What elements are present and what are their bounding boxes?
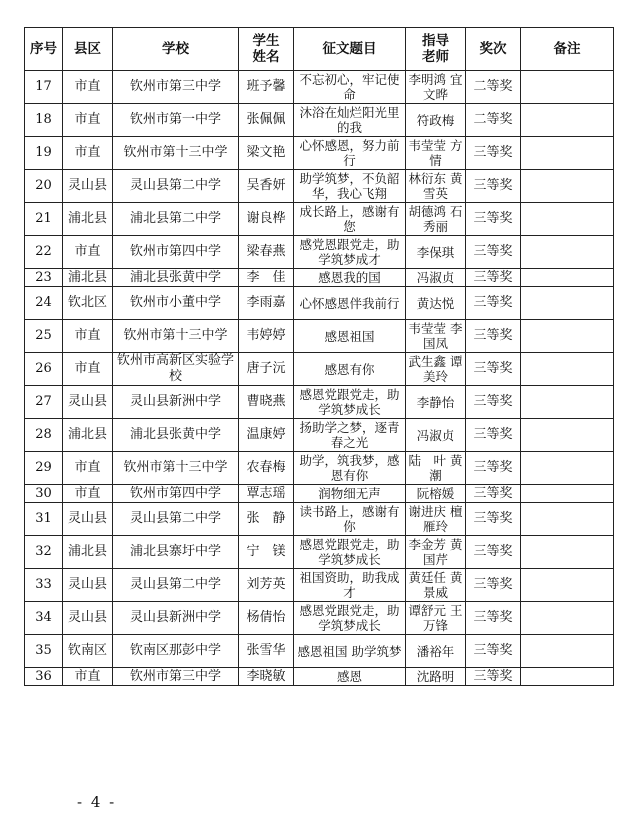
cell-award: 三等奖 bbox=[466, 602, 521, 635]
cell-title: 感恩党跟党走，助学筑梦成长 bbox=[294, 386, 406, 419]
cell-remark bbox=[521, 287, 614, 320]
cell-no: 33 bbox=[25, 569, 63, 602]
cell-title: 成长路上，感谢有您 bbox=[294, 203, 406, 236]
cell-school: 灵山县新洲中学 bbox=[113, 386, 239, 419]
cell-remark bbox=[521, 71, 614, 104]
cell-no: 21 bbox=[25, 203, 63, 236]
table-row bbox=[25, 503, 614, 536]
cell-county: 浦北县 bbox=[63, 203, 113, 236]
cell-student: 吴香妍 bbox=[239, 170, 294, 203]
cell-school: 钦州市第十三中学 bbox=[113, 452, 239, 485]
cell-student: 温康婷 bbox=[239, 419, 294, 452]
cell-county: 市直 bbox=[63, 668, 113, 686]
cell-remark bbox=[521, 419, 614, 452]
cell-school: 钦州市第四中学 bbox=[113, 485, 239, 503]
cell-student: 张雪华 bbox=[239, 635, 294, 668]
cell-no: 26 bbox=[25, 353, 63, 386]
table-row bbox=[25, 71, 614, 104]
cell-title: 感恩有你 bbox=[294, 353, 406, 386]
cell-title: 心怀感恩伴我前行 bbox=[294, 287, 406, 320]
cell-title: 扬助学之梦，逐青春之光 bbox=[294, 419, 406, 452]
cell-teacher: 韦莹莹 李国凤 bbox=[406, 320, 466, 353]
cell-student: 唐子沅 bbox=[239, 353, 294, 386]
cell-county: 市直 bbox=[63, 236, 113, 269]
cell-school: 钦州市第三中学 bbox=[113, 668, 239, 686]
cell-student: 李 佳 bbox=[239, 269, 294, 287]
cell-award: 三等奖 bbox=[466, 536, 521, 569]
header-no: 序号 bbox=[25, 28, 63, 71]
cell-title: 润物细无声 bbox=[294, 485, 406, 503]
cell-student: 杨倩怡 bbox=[239, 602, 294, 635]
cell-award: 三等奖 bbox=[466, 203, 521, 236]
cell-remark bbox=[521, 452, 614, 485]
cell-teacher: 黄廷任 黄景威 bbox=[406, 569, 466, 602]
cell-no: 31 bbox=[25, 503, 63, 536]
cell-student: 宁 镁 bbox=[239, 536, 294, 569]
cell-teacher: 黄达悦 bbox=[406, 287, 466, 320]
cell-title: 助学筑梦，不负韶华，我心飞翔 bbox=[294, 170, 406, 203]
cell-remark bbox=[521, 236, 614, 269]
cell-award: 三等奖 bbox=[466, 287, 521, 320]
cell-title: 感恩党跟党走，助学筑梦成长 bbox=[294, 602, 406, 635]
cell-student: 李晓敏 bbox=[239, 668, 294, 686]
header-student-line2: 姓名 bbox=[252, 49, 280, 65]
cell-teacher: 谭舒元 王万锋 bbox=[406, 602, 466, 635]
cell-student: 农春梅 bbox=[239, 452, 294, 485]
cell-award: 二等奖 bbox=[466, 104, 521, 137]
cell-teacher: 沈路明 bbox=[406, 668, 466, 686]
cell-school: 钦南区那彭中学 bbox=[113, 635, 239, 668]
cell-student: 张 静 bbox=[239, 503, 294, 536]
header-student bbox=[239, 28, 294, 71]
cell-remark bbox=[521, 536, 614, 569]
cell-county: 市直 bbox=[63, 137, 113, 170]
table-row bbox=[25, 485, 614, 503]
cell-school: 浦北县张黄中学 bbox=[113, 269, 239, 287]
cell-award: 三等奖 bbox=[466, 269, 521, 287]
cell-county: 浦北县 bbox=[63, 536, 113, 569]
cell-school: 浦北县第二中学 bbox=[113, 203, 239, 236]
cell-school: 钦州市第十三中学 bbox=[113, 320, 239, 353]
cell-teacher: 武生鑫 谭美玲 bbox=[406, 353, 466, 386]
cell-teacher: 冯淑贞 bbox=[406, 269, 466, 287]
cell-no: 25 bbox=[25, 320, 63, 353]
cell-no: 30 bbox=[25, 485, 63, 503]
cell-student: 刘芳英 bbox=[239, 569, 294, 602]
cell-remark bbox=[521, 485, 614, 503]
cell-no: 32 bbox=[25, 536, 63, 569]
table-row bbox=[25, 353, 614, 386]
table-row bbox=[25, 104, 614, 137]
cell-student: 班予馨 bbox=[239, 71, 294, 104]
cell-award: 三等奖 bbox=[466, 320, 521, 353]
table-row bbox=[25, 386, 614, 419]
cell-title: 感恩祖国 助学筑梦 bbox=[294, 635, 406, 668]
cell-title: 感恩党跟党走，助学筑梦成长 bbox=[294, 536, 406, 569]
awards-table bbox=[24, 27, 614, 686]
cell-student: 张佩佩 bbox=[239, 104, 294, 137]
cell-teacher: 林衍东 黄雪英 bbox=[406, 170, 466, 203]
cell-remark bbox=[521, 353, 614, 386]
cell-remark bbox=[521, 104, 614, 137]
cell-student: 覃志瑶 bbox=[239, 485, 294, 503]
cell-county: 灵山县 bbox=[63, 569, 113, 602]
table-row bbox=[25, 269, 614, 287]
header-school: 学校 bbox=[113, 28, 239, 71]
cell-award: 三等奖 bbox=[466, 452, 521, 485]
cell-no: 20 bbox=[25, 170, 63, 203]
cell-county: 钦南区 bbox=[63, 635, 113, 668]
table-row bbox=[25, 536, 614, 569]
cell-teacher: 胡德鸿 石秀丽 bbox=[406, 203, 466, 236]
cell-teacher: 谢进庆 檀雁玲 bbox=[406, 503, 466, 536]
cell-school: 浦北县寨圩中学 bbox=[113, 536, 239, 569]
cell-county: 浦北县 bbox=[63, 419, 113, 452]
cell-title: 感党恩跟党走，助学筑梦成才 bbox=[294, 236, 406, 269]
cell-teacher: 李明鸿 宜文晔 bbox=[406, 71, 466, 104]
table-row bbox=[25, 320, 614, 353]
cell-county: 浦北县 bbox=[63, 269, 113, 287]
cell-title: 沐浴在灿烂阳光里的我 bbox=[294, 104, 406, 137]
cell-teacher: 李静怡 bbox=[406, 386, 466, 419]
cell-county: 市直 bbox=[63, 104, 113, 137]
cell-title: 心怀感恩，努力前行 bbox=[294, 137, 406, 170]
cell-school: 钦州市第四中学 bbox=[113, 236, 239, 269]
cell-student: 梁春燕 bbox=[239, 236, 294, 269]
table-row bbox=[25, 668, 614, 686]
cell-award: 三等奖 bbox=[466, 569, 521, 602]
cell-no: 23 bbox=[25, 269, 63, 287]
cell-no: 35 bbox=[25, 635, 63, 668]
cell-county: 市直 bbox=[63, 485, 113, 503]
cell-remark bbox=[521, 569, 614, 602]
cell-award: 三等奖 bbox=[466, 503, 521, 536]
cell-student: 谢良桦 bbox=[239, 203, 294, 236]
header-title: 征文题目 bbox=[294, 28, 406, 71]
table-row bbox=[25, 635, 614, 668]
cell-remark bbox=[521, 170, 614, 203]
cell-school: 灵山县新洲中学 bbox=[113, 602, 239, 635]
table-row bbox=[25, 419, 614, 452]
cell-county: 灵山县 bbox=[63, 503, 113, 536]
cell-remark bbox=[521, 137, 614, 170]
cell-no: 19 bbox=[25, 137, 63, 170]
cell-county: 灵山县 bbox=[63, 386, 113, 419]
table-row bbox=[25, 170, 614, 203]
cell-county: 钦北区 bbox=[63, 287, 113, 320]
cell-award: 三等奖 bbox=[466, 137, 521, 170]
table-row bbox=[25, 569, 614, 602]
cell-title: 感恩 bbox=[294, 668, 406, 686]
cell-school: 灵山县第二中学 bbox=[113, 503, 239, 536]
cell-teacher: 潘裕年 bbox=[406, 635, 466, 668]
page-number: - 4 - bbox=[77, 793, 117, 811]
cell-remark bbox=[521, 386, 614, 419]
cell-award: 三等奖 bbox=[466, 353, 521, 386]
cell-remark bbox=[521, 503, 614, 536]
cell-remark bbox=[521, 668, 614, 686]
cell-teacher: 李金芳 黄国芹 bbox=[406, 536, 466, 569]
header-remark: 备注 bbox=[521, 28, 614, 71]
cell-school: 灵山县第二中学 bbox=[113, 569, 239, 602]
cell-school: 钦州市第十三中学 bbox=[113, 137, 239, 170]
cell-no: 22 bbox=[25, 236, 63, 269]
cell-award: 三等奖 bbox=[466, 236, 521, 269]
cell-teacher: 符政梅 bbox=[406, 104, 466, 137]
table-row bbox=[25, 287, 614, 320]
cell-remark bbox=[521, 203, 614, 236]
table-row bbox=[25, 452, 614, 485]
cell-award: 二等奖 bbox=[466, 71, 521, 104]
cell-title: 感恩祖国 bbox=[294, 320, 406, 353]
cell-title: 不忘初心，牢记使命 bbox=[294, 71, 406, 104]
cell-no: 34 bbox=[25, 602, 63, 635]
cell-county: 市直 bbox=[63, 320, 113, 353]
table-row bbox=[25, 203, 614, 236]
cell-no: 29 bbox=[25, 452, 63, 485]
cell-title: 感恩我的国 bbox=[294, 269, 406, 287]
cell-award: 三等奖 bbox=[466, 485, 521, 503]
cell-remark bbox=[521, 635, 614, 668]
cell-award: 三等奖 bbox=[466, 419, 521, 452]
cell-no: 36 bbox=[25, 668, 63, 686]
table-row bbox=[25, 137, 614, 170]
cell-teacher: 冯淑贞 bbox=[406, 419, 466, 452]
cell-award: 三等奖 bbox=[466, 386, 521, 419]
cell-remark bbox=[521, 602, 614, 635]
cell-student: 曹晓燕 bbox=[239, 386, 294, 419]
header-row bbox=[25, 28, 614, 71]
header-student-line1: 学生 bbox=[252, 33, 280, 49]
cell-school: 灵山县第二中学 bbox=[113, 170, 239, 203]
cell-school: 浦北县张黄中学 bbox=[113, 419, 239, 452]
cell-teacher: 李保琪 bbox=[406, 236, 466, 269]
cell-county: 灵山县 bbox=[63, 170, 113, 203]
cell-no: 18 bbox=[25, 104, 63, 137]
cell-title: 助学，筑我梦，感恩有你 bbox=[294, 452, 406, 485]
header-teacher bbox=[406, 28, 466, 71]
header-teacher-line1: 指导 bbox=[422, 33, 449, 49]
cell-student: 梁文艳 bbox=[239, 137, 294, 170]
cell-title: 读书路上，感谢有你 bbox=[294, 503, 406, 536]
cell-no: 27 bbox=[25, 386, 63, 419]
cell-remark bbox=[521, 269, 614, 287]
cell-no: 17 bbox=[25, 71, 63, 104]
header-county: 县区 bbox=[63, 28, 113, 71]
cell-school: 钦州市高新区实验学校 bbox=[113, 353, 239, 386]
cell-award: 三等奖 bbox=[466, 170, 521, 203]
cell-student: 韦婷婷 bbox=[239, 320, 294, 353]
table-row bbox=[25, 602, 614, 635]
cell-county: 市直 bbox=[63, 452, 113, 485]
cell-award: 三等奖 bbox=[466, 668, 521, 686]
table-row bbox=[25, 236, 614, 269]
cell-teacher: 阮榕媛 bbox=[406, 485, 466, 503]
cell-school: 钦州市小董中学 bbox=[113, 287, 239, 320]
cell-award: 三等奖 bbox=[466, 635, 521, 668]
cell-student: 李雨嘉 bbox=[239, 287, 294, 320]
header-teacher-line2: 老师 bbox=[422, 49, 449, 65]
cell-school: 钦州市第一中学 bbox=[113, 104, 239, 137]
cell-county: 灵山县 bbox=[63, 602, 113, 635]
cell-no: 28 bbox=[25, 419, 63, 452]
cell-remark bbox=[521, 320, 614, 353]
header-award: 奖次 bbox=[466, 28, 521, 71]
cell-title: 祖国资助，助我成才 bbox=[294, 569, 406, 602]
cell-teacher: 韦莹莹 方 情 bbox=[406, 137, 466, 170]
cell-teacher: 陆 叶 黄 潮 bbox=[406, 452, 466, 485]
cell-school: 钦州市第三中学 bbox=[113, 71, 239, 104]
cell-no: 24 bbox=[25, 287, 63, 320]
cell-county: 市直 bbox=[63, 353, 113, 386]
cell-county: 市直 bbox=[63, 71, 113, 104]
